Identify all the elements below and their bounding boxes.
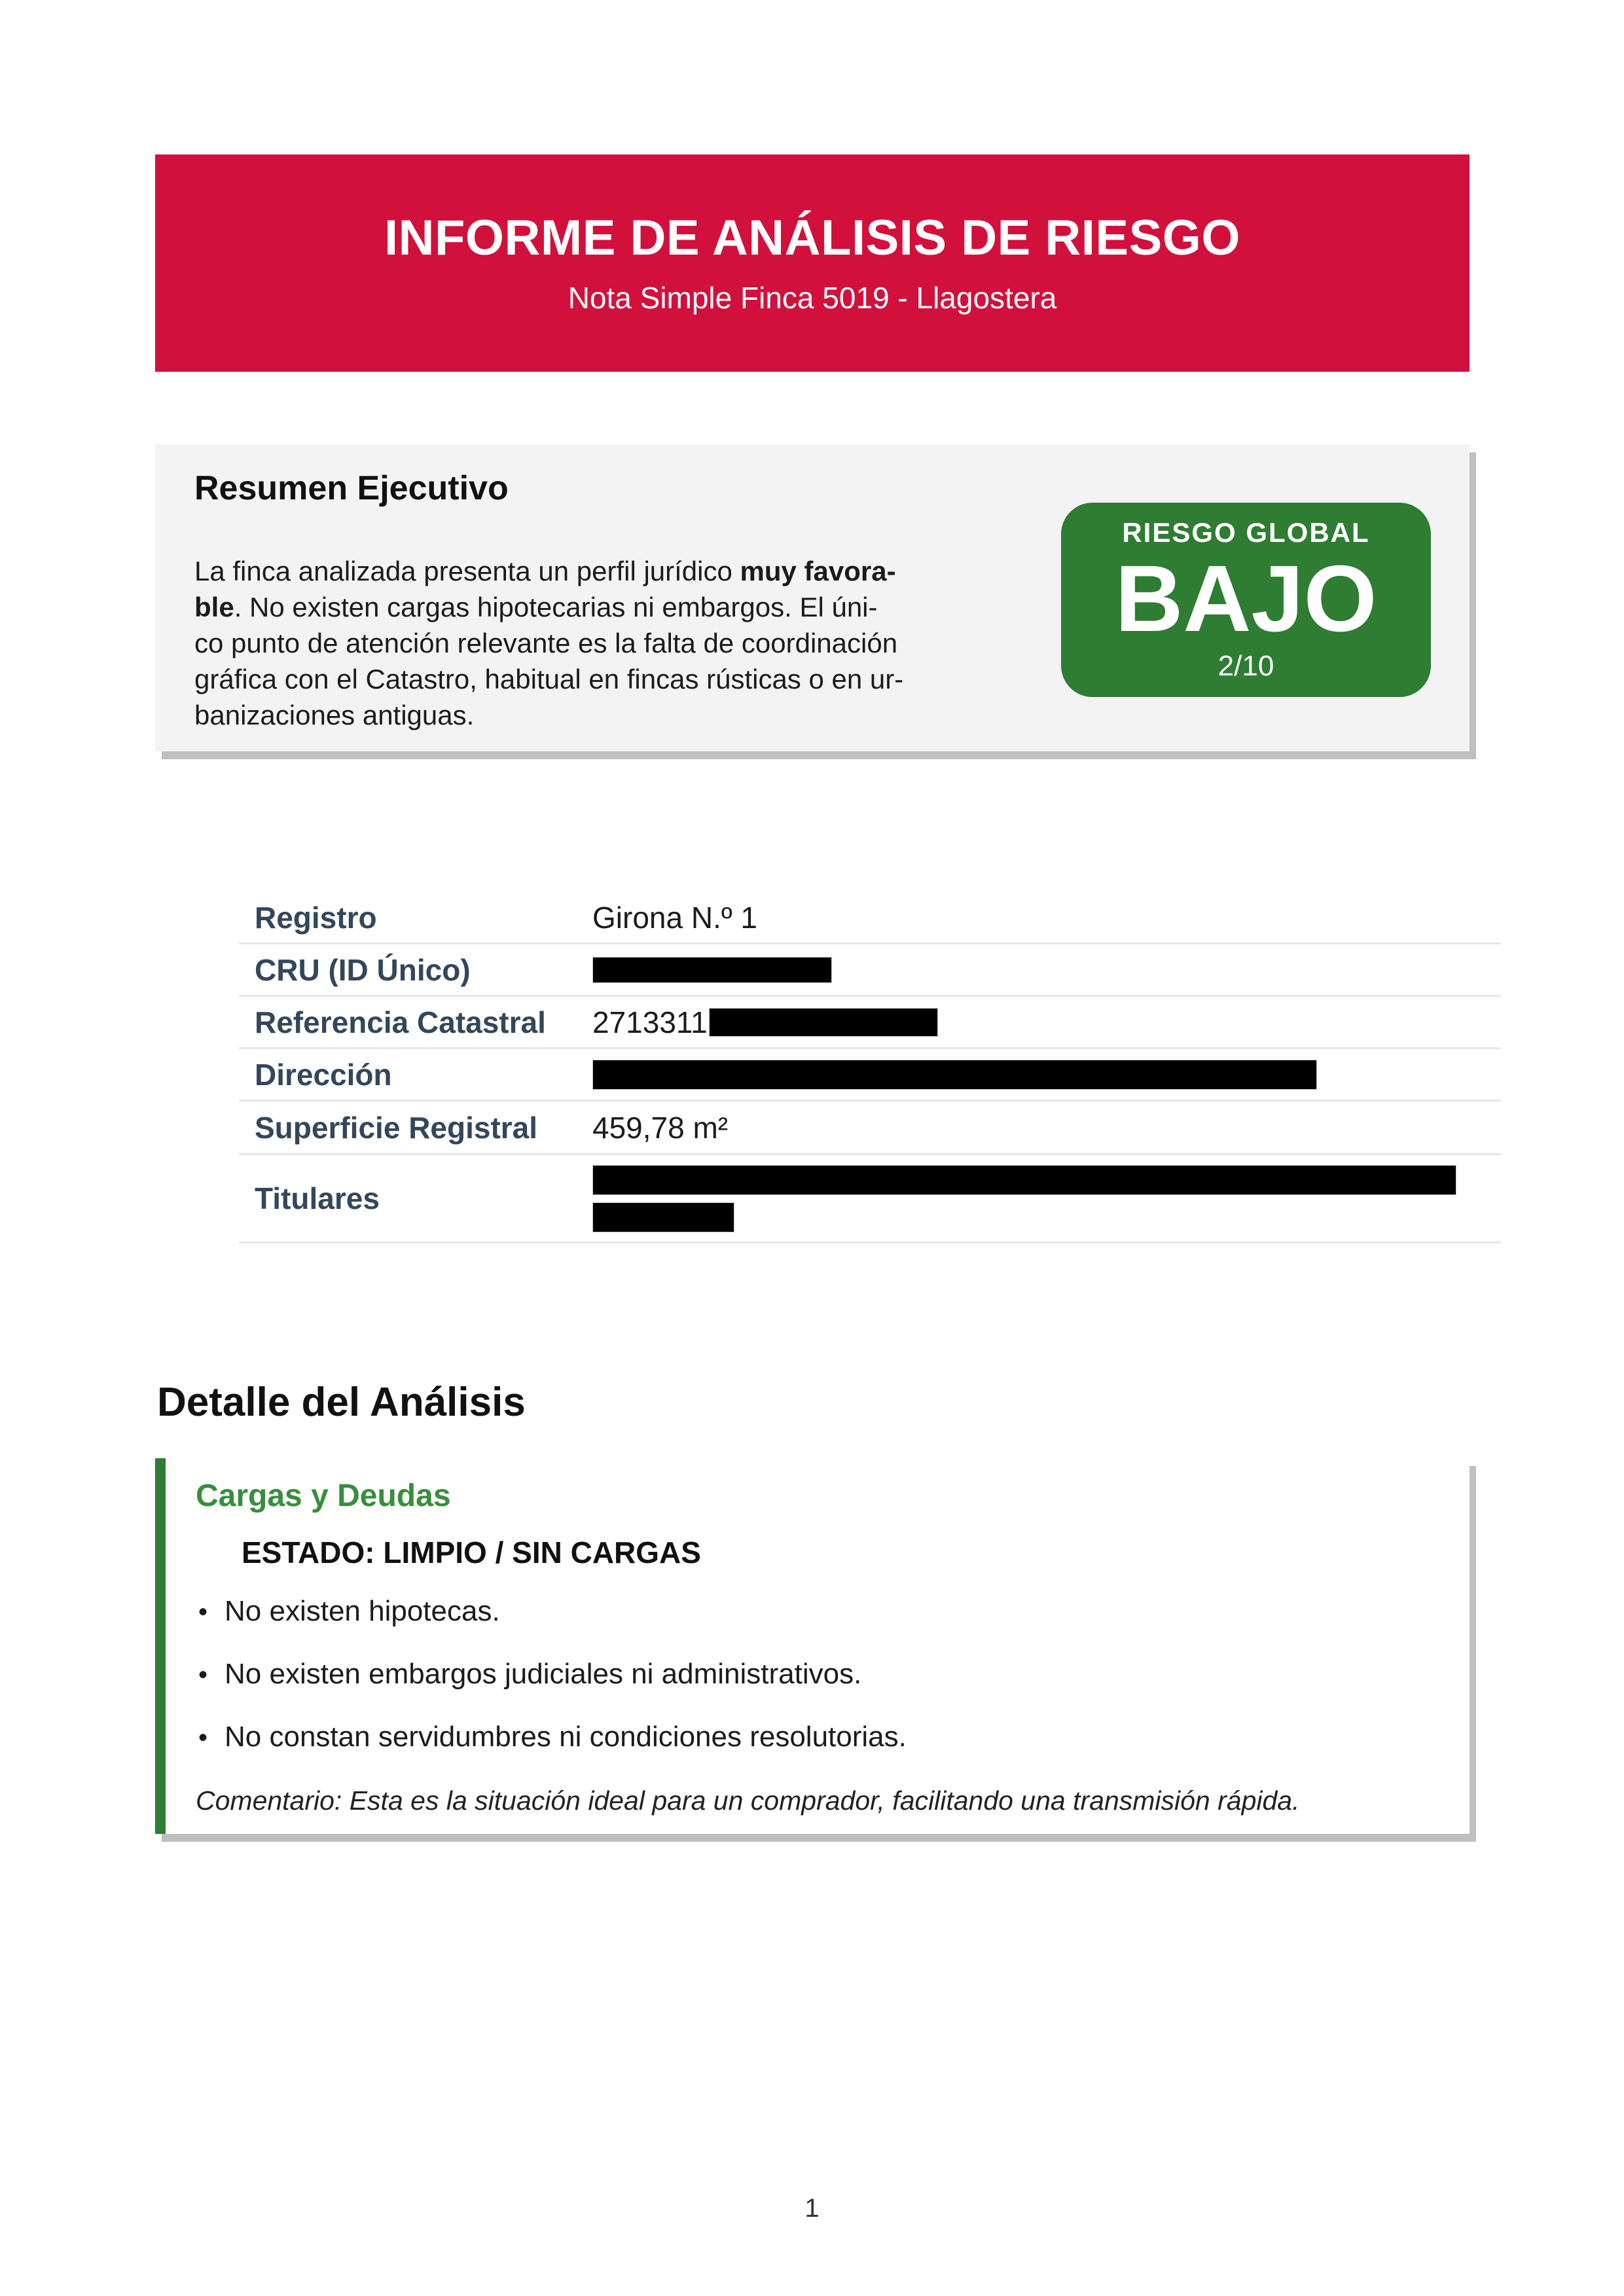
- row-value: [592, 1165, 1456, 1232]
- risk-badge-value: BAJO: [1115, 546, 1377, 651]
- bullet-icon: •: [198, 1660, 208, 1689]
- summary-text: La finca analizada presenta un perfil jurídico: [194, 556, 740, 587]
- detail-section-title: Detalle del Análisis: [157, 1380, 526, 1425]
- list-item-text: No existen hipotecas.: [225, 1595, 500, 1627]
- report-title: INFORME DE ANÁLISIS DE RIESGO: [384, 209, 1241, 266]
- row-value: [592, 1005, 938, 1040]
- table-row-referencia-catastral: [239, 997, 1501, 1049]
- list-item: [196, 1594, 1443, 1629]
- row-value: [592, 1060, 1317, 1090]
- table-row-direccion: [239, 1049, 1501, 1102]
- property-data-table: [239, 892, 1501, 1244]
- risk-badge-score: 2/10: [1218, 649, 1274, 682]
- redacted-value-bar: [592, 957, 832, 983]
- list-item-text: No constan servidumbres ni condiciones resolutorias.: [225, 1721, 907, 1753]
- row-label: Registro: [255, 900, 377, 935]
- report-subtitle: Nota Simple Finca 5019 - Llagostera: [568, 280, 1057, 315]
- cargas-deudas-card: [155, 1458, 1470, 1834]
- global-risk-badge: [1061, 503, 1431, 697]
- summary-line: co punto de atención relevante es la falta de coordinación: [194, 628, 898, 659]
- summary-line: [194, 553, 1039, 589]
- summary-line: banizaciones antiguas.: [194, 700, 475, 731]
- list-item: [196, 1720, 1443, 1755]
- row-label: Superficie Registral: [255, 1110, 538, 1145]
- report-header-banner: [155, 154, 1470, 372]
- executive-summary-paragraph: [194, 553, 1039, 733]
- row-label: Titulares: [255, 1181, 380, 1215]
- page-number: 1: [804, 2194, 820, 2223]
- executive-summary-title: Resumen Ejecutivo: [194, 469, 509, 507]
- bullet-icon: •: [198, 1723, 208, 1752]
- redacted-value-bar: [592, 1202, 734, 1232]
- summary-text-bold: muy favora-: [740, 556, 896, 587]
- row-value-text: 2713311: [592, 1005, 708, 1039]
- summary-line: [194, 589, 1039, 625]
- row-label: CRU (ID Único): [255, 952, 471, 987]
- row-value: [592, 957, 832, 983]
- list-item: [196, 1657, 1443, 1692]
- executive-summary-card: [155, 444, 1470, 751]
- summary-line: gráfica con el Catastro, habitual en fincas rústicas o en ur-: [194, 664, 904, 695]
- cargas-deudas-title: Cargas y Deudas: [196, 1479, 451, 1513]
- redacted-value-bar: [592, 1165, 1456, 1195]
- bullet-icon: •: [198, 1598, 208, 1626]
- table-row-superficie: [239, 1102, 1501, 1155]
- row-label: Referencia Catastral: [255, 1005, 546, 1039]
- summary-text: . No existen cargas hipotecarias ni embargos. El úni-: [234, 592, 878, 623]
- table-row-titulares: [239, 1155, 1501, 1244]
- analyst-comment: Comentario: Esta es la situación ideal para un comprador, facilitando una transmisión rápida.: [196, 1785, 1300, 1816]
- table-row-cru: [239, 944, 1501, 997]
- table-row-registro: [239, 892, 1501, 944]
- row-label: Dirección: [255, 1057, 392, 1092]
- redacted-value-bar: [709, 1008, 938, 1037]
- risk-badge-label: RIESGO GLOBAL: [1122, 516, 1370, 548]
- summary-text-bold: ble: [194, 592, 234, 623]
- findings-list: [196, 1594, 1443, 1755]
- list-item-text: No existen embargos judiciales ni administrativos.: [225, 1658, 862, 1690]
- redacted-value-bar: [592, 1060, 1317, 1090]
- estado-status-line: ESTADO: LIMPIO / SIN CARGAS: [242, 1535, 701, 1570]
- row-value: Girona N.º 1: [592, 900, 758, 935]
- row-value: 459,78 m²: [592, 1110, 729, 1145]
